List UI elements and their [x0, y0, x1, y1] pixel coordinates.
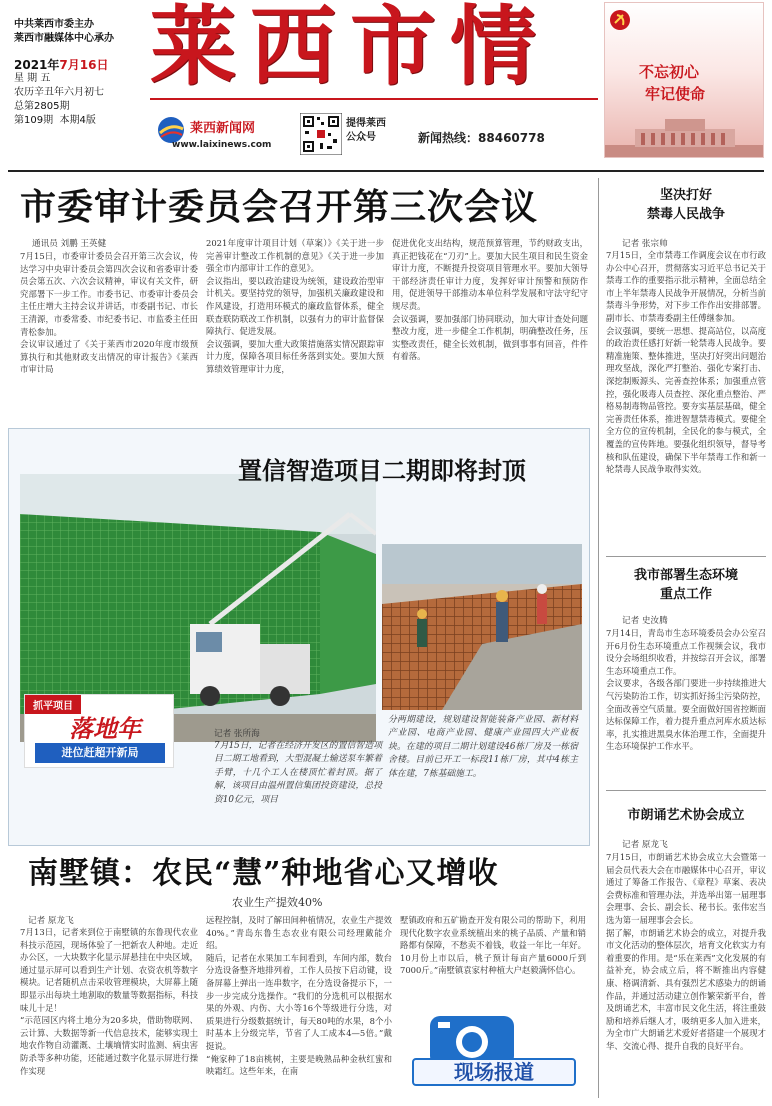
bottom-headline: 南墅镇：农民“慧”种地省心又增收: [28, 856, 499, 891]
bottom-column-2: 远程控制，及时了解田间种植情况，农业生产提效40%。”青岛东鲁生态农业有限公司经理戴能介绍。 随后，记者在水果加工车间看到，车间内部，数台分选设备整齐地排列着，工作人员按下启动键，设备屏幕上弹出一连串数字，在分选设备提示下，一步一步完成分选操作。“我们的分选机可以根据水果的外观、内伤、大小等16个等级进行分选，对质果进行分级数据统计，每天80吨的水果，8个小时基本上分级完毕，节省了人工成本4—5倍。”戴挺说。 “俺家种了18亩桃树，主要是晚熟品种金秋红蜜和映霜红。这些年来，在南: [206, 915, 392, 1077]
bottom-column-3: 墅镇政府和五矿勘查开发有限公司的帮助下，利用现代化数字农业系统植出来的桃子品质、产量和销路都有保障，不愁卖不着钱，收益一年比一年好。10月份上市以后，桃子预计每亩产量6000斤到7000斤。”南墅镇袁家村种植大户赵毅满怀信心。: [400, 915, 586, 976]
feature-column-2: 分两期建设，规划建设智能装备产业园、新材料产业园、电商产业园、健康产业园四大产业板块。在建的项目二期计划建设46栋厂房及一栋宿舍楼。目前已开工一标段11栋厂房，其中4栋主体在建，7栋基础施工。: [388, 715, 578, 779]
column-rule: [598, 178, 599, 1098]
party-emblem-icon: [609, 9, 631, 31]
lead-column-1: 7月15日，市委审计委员会召开第三次会议，传达学习中央审计委员会第四次会议和省委审计委员会第五次、六次会议精神，审议有关文件，研究部署下一步工作。市委书记、市委审计委员会主任庄增大主持会议并讲话，市委副书记、市长王清源，市委常委、市纪委书记、市监委主任田青松参加。 会议审议通过了《关于莱西市2020年度市级预算执行和其他财政支出情况的审计报告》《莱西市审计局: [20, 251, 198, 375]
slogan: 不忘初心 牢记使命: [639, 63, 706, 103]
bottom-column-1: 7月13日，记者来到位于南墅镇的东鲁现代农业科技示范园，现场体验了一把新农人种地。走近办公区，一大块数字化显示屏悬挂在中央区域，通过显示屏可以看到生产计划、农资农机等数字模块。记者随机点击采收管理模块，大屏幕上随即显示出每块土地割取的数量等数据指标，科技味儿十足！ “示范园区内将土地分为20多块，借助物联网、云计算、大数据等新一代信息技术，能够实现土地农作物自动灌溉、土壤墒情实时监测、病虫害防杀等多种功能，还能通过数字化显示屏进行操作实现: [20, 927, 198, 1076]
badge-tag: 抓平项目: [25, 695, 81, 714]
hotline: 新闻热线：88460778: [418, 131, 545, 145]
badge-title: 落地年: [69, 714, 141, 743]
qr-caption: 提得莱西 公众号: [346, 118, 386, 143]
right-article-2-headline: 我市部署生态环境 重点工作: [633, 568, 738, 602]
feature-byline: 记者 张所海: [214, 729, 260, 739]
lead-column-3: 促进优化支出结构，规范预算管理，节约财政支出，真正把钱花在“刀刃”上。要加大民生项目和民生资金审计力度，不断提升投资项目管理水平。要加大领导干部经济责任审计力度，发挥好审计预警和预防作用，促进领导干部推动本单位科学发展和守法守纪守规尽责。 会议强调，要加强部门协同联动，加大审计查处问题整改力度，进一步健全工作机制，明确整改任务，压实整改责任，健全长效机制，做到事事有回音，件件有着落。: [392, 238, 588, 362]
site-url[interactable]: www.laixinews.com: [172, 140, 272, 150]
feature-headline: 置信智造项目二期即将封顶: [238, 456, 526, 485]
right-article-3-headline: 市朗诵艺术协会成立: [627, 808, 745, 823]
live-report-label: 现场报道: [412, 1058, 576, 1086]
right-article-2-byline: 记者 史汝腾: [622, 616, 668, 626]
right-article-3-byline: 记者 原龙飞: [622, 840, 668, 850]
live-report-badge: [412, 1016, 580, 1086]
project-badge: [24, 694, 174, 768]
slogan-banner: [604, 2, 764, 158]
bottom-subhead: 农业生产提效40%: [232, 896, 323, 909]
masthead-divider: [150, 98, 598, 100]
masthead-bottom-rule: [8, 170, 764, 172]
co-organizer: 莱西市融媒体中心承办: [14, 33, 114, 44]
lunar-date: 农历辛丑年六月初七: [14, 87, 104, 98]
right-rule-1: [606, 556, 766, 557]
organizer: 中共莱西市委主办: [14, 19, 94, 30]
bottom-byline: 记者 原龙飞: [28, 916, 74, 926]
rebar-photo: [382, 544, 582, 710]
issue-date: 2021年7月16日: [14, 58, 109, 72]
lead-byline: 通讯员 刘鹏 王英健: [32, 239, 107, 249]
right-article-2-body: 7月14日，青岛市生态环境委员会办公室召开6月份生态环境重点工作视频会议，我市设分会场组织收看，并按综召开会议，部署生态环境重点工作。 会议要求，各级各部门要进一步持续推进大气污染防治工作，切实抓好扬尘污染防控，全面改善空气质量。要全面做好国省控断面达标保障工作，着力提升重点河库水质达标率，扎实推进黑臭水体治理工作，全面提升生态环境保护工作水平。: [606, 628, 766, 752]
qr-code[interactable]: [300, 113, 342, 155]
issue-number: 第109期 本期4版: [14, 115, 96, 126]
issue-total: 总第2805期: [14, 101, 70, 112]
badge-subtitle: 进位赶超开新局: [35, 743, 165, 763]
right-article-1-body: 7月15日，全市禁毒工作调度会议在市行政办公中心召开，贯彻落实习近平总书记关于禁毒工作的重要指示批示精神，全面总结全市上半年禁毒人民战争开展情况，分析当前禁毒斗争形势，对下步工作作出安排部署。副市长、市禁毒委副主任傅继参加。 会议强调，要统一思想、提高站位，以高度的政治责任感打好新一轮禁毒人民战争。要精准施策、整体推进，坚决打好突出问题治理攻坚战，深化严打整治、强化专案打击、深挖制贩源头、完善查控体系；加强重点管控，强化吸毒人员查控、深化重点整治、严格易制毒物品管控。要夯实基层基础，健全完善责任体系，推进智慧禁毒模式。要健全全方位的宣传机制，全民化的参与模式，全覆盖的宣传阵地。要强化组织领导，督导考核和队伍建设，确保下半年禁毒工作和新一轮禁毒人民战争取得实效。: [606, 250, 766, 475]
newspaper-title: 莱西市情: [150, 0, 550, 97]
lead-column-2: 2021年度审计项目计划（草案）》《关于进一步完善审计整改工作机制的意见》《关于进一步加强全市内部审计工作的意见》。 会议指出，要以政治建设为统领，建设政治型审计机关。要坚持党的领导，加强机关廉政建设和作风建设，打造用环模式的廉政监督体系，健全联查联防联改工作机制，以强有力的审计监督保障执行、促进发展。 会议强调，要加大重大政策措施落实情况跟踪审计力度，保障各项目标任务落到实处。要加大预算绩效管理审计力度，: [206, 238, 384, 374]
right-article-1-headline: 坚决打好 禁毒人民战争: [646, 188, 725, 222]
site-name[interactable]: 莱西新闻网: [190, 121, 256, 136]
weekday: 星 期 五: [14, 73, 51, 84]
building-illustration: [605, 115, 764, 158]
lead-headline: 市委审计委员会召开第三次会议: [20, 186, 539, 228]
feature-column-1: 7月15日，记者在经济开发区的置信智造项目二期工地看到，大型混凝土输送泵车繁着手臂，十几个工人在楼顶忙着封顶。据了解，该项目由温州置信集团投资建设，总投资10亿元，项目: [214, 741, 382, 805]
right-rule-2: [606, 790, 766, 791]
right-article-3-body: 7月15日，市朗诵艺术协会成立大会暨第一届会员代表大会在市融媒体中心召开，审议通过了筹备工作报告、《章程》草案、表决会费标准和管理办法，并选举出第一届理事会理事、会长、副会长、秘书长。张伟宏当选为第一届理事会会长。 据了解，市朗诵艺术协会的成立，对提升我市文化活动的整体层次，培育文化软实力有着重要的作用。是“乐在莱西”文化发展的有益补充，协会成立后，将不断推出内容健康、格调清新、具有强烈艺术感染力的朗诵作品，并通过活动建立创作繁荣新平台，普及朗诵艺术，丰富市民文化生活，将注重鼓励和培养后继人才，吸纳更多人加入进来，为全市广大朗诵艺术爱好者搭建一个展现才华、交流心得、提升自我的良好平台。: [606, 852, 766, 1051]
masthead-info: [14, 18, 144, 128]
right-article-1-byline: 记者 张宗帅: [622, 239, 668, 249]
